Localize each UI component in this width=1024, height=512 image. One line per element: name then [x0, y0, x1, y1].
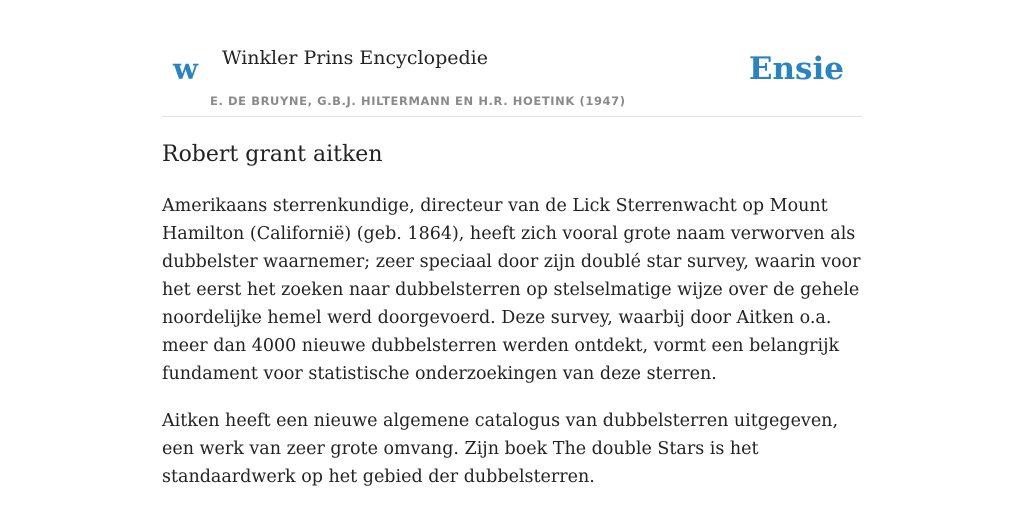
article-paragraph: Amerikaans sterrenkundige, directeur van de Lick Sterrenwacht op Mount Hamilton (Californië) (geb. 1864), heeft zich vooral grote naam verworven als dubbelster waarnemer; zeer speciaal door zijn doublé star survey, waarin voor het eerst het zoeken naar dubbelsterren op stelselmatige wijze over de gehele noordelijke hemel werd doorgevoerd. Deze survey, waarbij door Aitken o.a. meer dan 4000 nieuwe dubbelsterren werden ontdekt, vormt een belangrijk fundament voor statistische onderzoekingen van deze sterren. [162, 196, 861, 384]
publication-title[interactable]: Winkler Prins Encyclopedie [222, 47, 488, 69]
winkler-prins-logo-icon[interactable]: w [173, 52, 198, 86]
site-header [162, 0, 862, 117]
article-body [162, 192, 862, 510]
article-paragraph: Aitken heeft een nieuwe algemene catalogus van dubbelsterren uitgegeven, een werk van zeer grote omvang. Zijn boek The double Stars is het standaardwerk op het gebied der dubbelsterren. [162, 411, 839, 487]
ensie-logo[interactable]: Ensie [748, 51, 844, 87]
article-page [162, 0, 862, 512]
article-title: Robert grant aitken [162, 142, 383, 167]
publication-authors: E. DE BRUYNE, G.B.J. HILTERMANN EN H.R. HOETINK (1947) [210, 94, 626, 108]
